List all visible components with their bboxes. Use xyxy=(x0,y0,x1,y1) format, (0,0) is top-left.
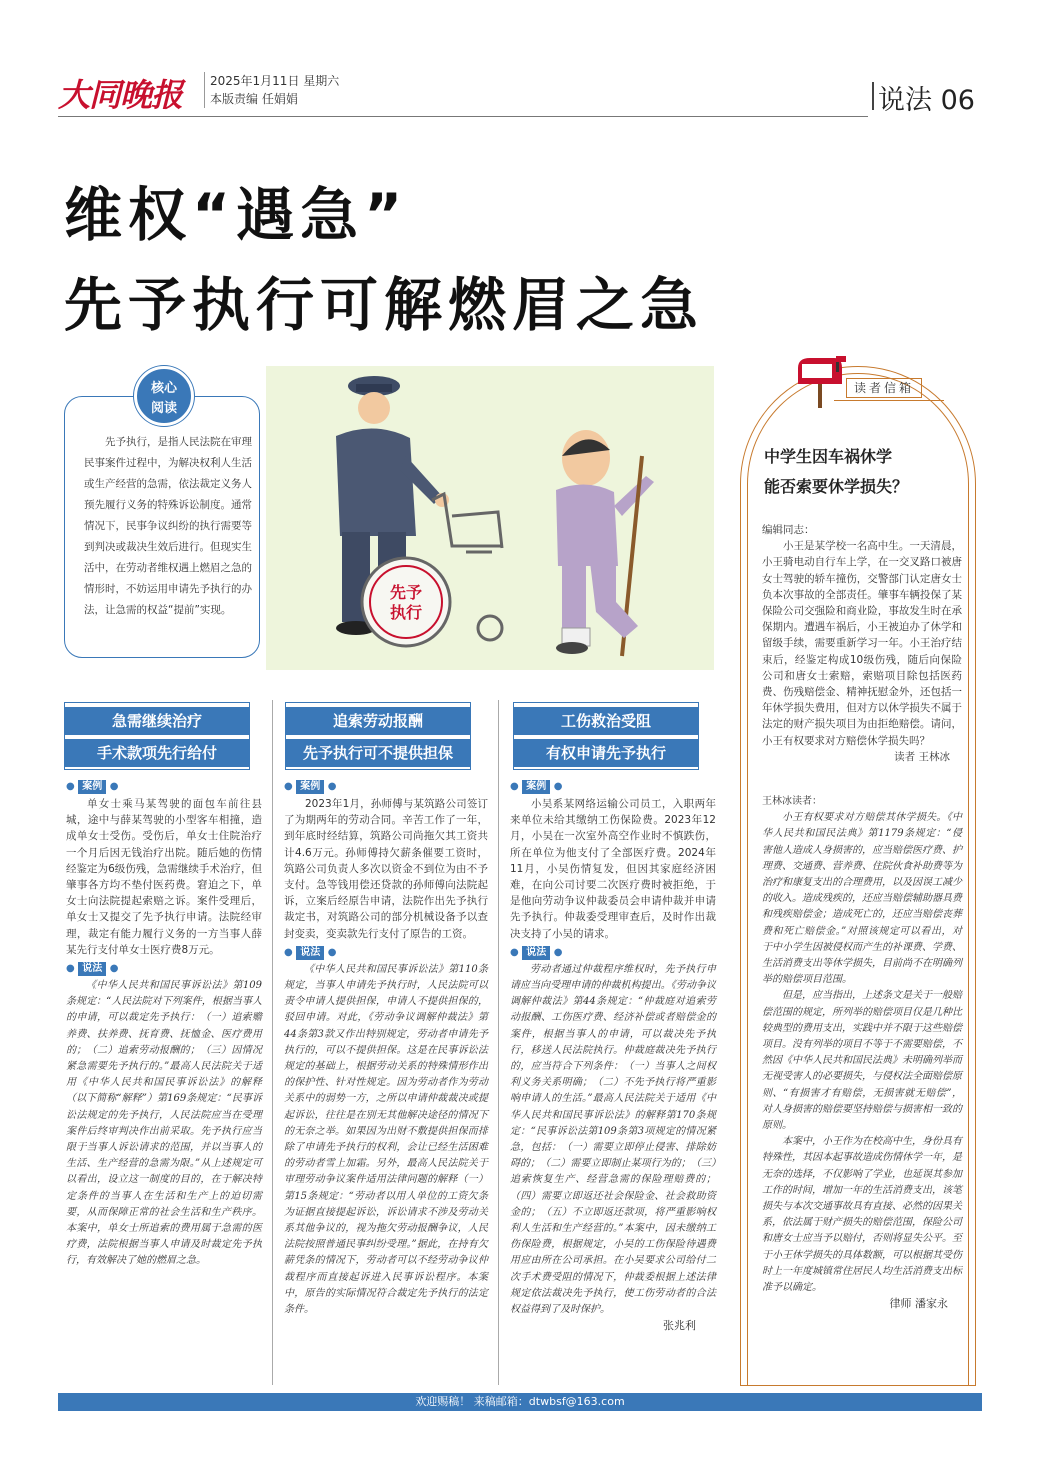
law-label: 说法 xyxy=(296,946,324,960)
header-rule xyxy=(58,116,868,117)
page-editor: 本版责编 任娟娟 xyxy=(210,92,298,106)
case-tag: ● 案例 ● xyxy=(284,781,337,792)
case-label: 案例 xyxy=(522,780,550,794)
footer-contact-bar: 欢迎赐稿！ 来稿邮箱：dtwbsf@163.com xyxy=(58,1393,982,1411)
core-reading-text: 先予执行，是指人民法院在审理民事案件过程中，为解决权利人生活或生产经营的急需，依法裁定义务人预先履行义务的特殊诉讼制度。通常情况下，民事争议纠纷的执行需要等到判决或裁决生效后进行。但现实生活中，在劳动者维权遇上燃眉之急的情形时，不妨运用申请先予执行的办法，让急需的权益“提前”实现。 xyxy=(84,436,252,616)
column2-title xyxy=(285,702,471,770)
core-badge-line1: 核心 xyxy=(150,381,177,396)
case-label: 案例 xyxy=(78,780,106,794)
case-label: 案例 xyxy=(296,780,324,794)
column2-title-line2: 先予执行可不提供担保 xyxy=(286,739,470,767)
reply-paragraph-3: 本案中，小王作为在校高中生，身份具有特殊性，其因本起事故造成伤情休学一年，是无奈的选择，不仅影响了学业，也延误其参加工作的时间，增加一年的生活消费支出，该笔损失与本次交通事故具有直接、必然的因果关系，依法属于财产损失的赔偿范围，保险公司和唐女士应当予以赔付，否则将显失公平。至于小王休学损失的具体数额，可以根据其受伤时上一年度城镇常住居民人均生活消费支出标准予以确定。 xyxy=(762,1136,962,1294)
reader-question xyxy=(762,522,962,765)
letter-question-body: 小王是某学校一名高中生。一天清晨，小王骑电动自行车上学，在一交叉路口被唐女士驾驶的轿车撞伤，交警部门认定唐女士负本次事故的全部责任。肇事车辆投保了某保险公司交强险和商业险，事故发生时在承保期内。遭遇车祸后，小王被迫办了休学和留级手续，需要重新学习一年。小王治疗结束后，经鉴定构成10级伤残，随后向保险公司和唐女士索赔，索赔项目除包括医药费、伤残赔偿金、精神抚慰金外，还包括一年休学损失费用，但对方以休学损失不属于法定的财产损失项目为由拒绝赔偿。请问，小王有权要求对方赔偿休学损失吗？ xyxy=(762,540,962,747)
headline-line2: 先予执行可解燃眉之急 xyxy=(64,271,705,339)
headline-line1: 维权“遇急” xyxy=(64,181,409,249)
header-divider xyxy=(204,72,205,108)
mailbox-icon xyxy=(790,350,850,410)
law-label: 说法 xyxy=(522,946,550,960)
wheelchair-wheel xyxy=(362,558,450,646)
law-tag: ● 说法 ● xyxy=(510,946,563,958)
column3-title-line2: 有权申请先予执行 xyxy=(514,739,698,767)
column2-title-line1: 追索劳动报酬 xyxy=(286,707,470,735)
column2 xyxy=(284,776,488,1318)
core-badge-line2: 阅读 xyxy=(150,401,177,416)
law-tag: ● 说法 ● xyxy=(66,963,119,975)
reader-mailbox-tag: 读者信箱 xyxy=(846,378,922,398)
reply-paragraph-2: 但是，应当指出，上述条文是关于一般赔偿范围的规定，所列举的赔偿项目仅是几种比较典型的费用支出，实践中并不限于这些赔偿项目。没有列举的项目不等于不需要赔偿，不然因《中华人民共和国民法典》未明确列举而无视受害人的必要损失，与侵权法全面赔偿原则、“有损害才有赔偿，无损害就无赔偿”，对人身损害的赔偿要坚持赔偿与损害相一致的原则。 xyxy=(762,990,962,1132)
column1 xyxy=(66,776,262,1270)
section-bar xyxy=(872,82,874,110)
reply-paragraph-1: 小王有权要求对方赔偿其休学损失。《中华人民共和国民法典》第1179条规定：“侵害他人造成人身损害的，应当赔偿医疗费、护理费、交通费、营养费、住院伙食补助费等为治疗和康复支出的合理费用，以及因误工减少的收入。造成残疾的，还应当赔偿辅助器具费和残疾赔偿金；造成死亡的，还应当赔偿丧葬费和死亡赔偿金。”对照该规定可以看出，对于中小学生因被侵权而产生的补课费、学费、生活消费支出等休学损失，目前尚不在明确列举的赔偿项目范围。 xyxy=(762,812,962,986)
illustration-cartoon xyxy=(266,366,714,670)
column-divider xyxy=(272,700,273,1385)
author-byline: 张兆利 xyxy=(663,1319,696,1333)
letter-salutation: 编辑同志： xyxy=(762,524,815,536)
law-text: 《中华人民共和国民事诉讼法》第110条规定，当事人申请先予执行时，人民法院可以责令申请人提供担保，申请人不提供担保的，驳回申请。对此，《劳动争议调解仲裁法》第44条第3款又作出特别规定，劳动者申请先予执行的，可以不提供担保。这是在民事诉讼法规定的基础上，根据劳动关系的特殊情形作出的保护性、针对性规定。因为劳动者作为劳动关系中的弱势一方，之所以申请仲裁裁决或提起诉讼，往往是在别无其他解决途径的情况下的无奈之举。如果因为出财不敷提供担保而排除了申请先予执行的权利，会让已经生活困难的劳动者雪上加霜。另外，最高人民法院关于审理劳动争议案件适用法律问题的解释（一）第15条规定：“劳动者以用人单位的工资欠条为证据直接提起诉讼，诉讼请求不涉及劳动关系其他争议的，视为拖欠劳动报酬争议，人民法院按照普通民事纠纷受理。”据此，在持有欠薪凭条的情况下，劳动者可以不经劳动争议仲裁程序而直接起诉进入民事诉讼程序。本案中，原告的实际情况符合裁定先予执行的法定条件。 xyxy=(284,963,488,1316)
case-tag: ● 案例 ● xyxy=(66,781,119,792)
illustration xyxy=(266,366,714,670)
case-text: 2023年1月，孙师傅与某筑路公司签订了为期两年的劳动合同。辛苦工作了一年，到年底时经结算，筑路公司尚拖欠其工资共计4.6万元。孙师傅持欠薪条催要工资时，筑路公司负责人多次以资金不到位为由不予支付。急等钱用偿还贷款的孙师傅向法院起诉，立案后经原告申请，法院作出先予执行裁定书，对筑路公司的部分机械设备予以查封变卖，变卖款先行支付了原告的工资。 xyxy=(284,798,488,940)
stamp-text-line2: 执行 xyxy=(389,603,423,622)
case-text: 小吴系某网络运输公司员工，入职两年来单位未给其缴纳工伤保险费。2023年12月，小吴在一次室外高空作业时不慎跌伤，所在单位为他支付了全部医疗费。2024年11月，小吴伤情复发，但因其家庭经济困难，在向公司讨要二次医疗费时被拒绝，于是他向劳动争议仲裁委员会申请仲裁并申请先予执行。仲裁委受理审查后，及时作出裁决支持了小吴的请求。 xyxy=(510,798,716,940)
case-text: 单女士乘马某驾驶的面包车前往县城，途中与薛某驾驶的小型客车相撞，造成单女士受伤。受伤后，单女士住院治疗一个月后因无钱治疗出院。随后她的伤情经鉴定为6级伤残，急需继续手术治疗，但肇事各方均不垫付医药费。窘迫之下，单女士向法院提起索赔之诉。案件受理后，单女士又提交了先予执行申请。法院经审理，裁定有能力履行义务的一方当事人薛某先行支付单女士医疗费8万元。 xyxy=(66,798,262,956)
lawyer-signature: 律师 潘家永 xyxy=(889,1297,948,1311)
stamp-text-line1: 先予 xyxy=(389,583,423,602)
letter-title-line2: 能否索要休学损失？ xyxy=(764,477,909,496)
reply-salutation: 王林冰读者： xyxy=(762,796,822,807)
column3-title-line1: 工伤救治受阻 xyxy=(514,707,698,735)
letter-reader-signature: 读者 王林冰 xyxy=(894,750,950,763)
law-text: 《中华人民共和国民事诉讼法》第109条规定：“人民法院对下列案件，根据当事人的申请，可以裁定先予执行：（一）追索赡养费、扶养费、抚育费、抚恤金、医疗费用的；（二）追索劳动报酬的；（三）因情况紧急需要先予执行的。”最高人民法院关于适用《中华人民共和国民事诉讼法》的解释（以下简称“解释”）第169条规定：“民事诉讼法规定的先予执行，人民法院应当在受理案件后终审判决作出前采取。先予执行应当限于当事人诉讼请求的范围，并以当事人的生活、生产经营的急需为限。”从上述规定可以看出，设立这一制度的目的，在于解决特定条件的当事人在生活和生产上的迫切需要，从而保障正常的社会生活和生产秩序。本案中，单女士所追索的费用属于急需的医疗费，法院根据当事人申请及时裁定先予执行，有效解决了她的燃眉之急。 xyxy=(66,980,262,1267)
core-reading-badge xyxy=(134,366,194,426)
letter-title-line1: 中学生因车祸休学 xyxy=(764,447,893,466)
law-text: 劳动者通过仲裁程序维权时，先予执行申请应当向受理申请的仲裁机构提出。《劳动争议调解仲裁法》第44条规定：“仲裁庭对追索劳动报酬、工伤医疗费、经济补偿或者赔偿金的案件，根据当事人的申请，可以裁决先予执行，移送人民法院执行。仲裁庭裁决先予执行的，应当符合下列条件：（一）当事人之间权利义务关系明确；（二）不先予执行将严重影响申请人的生活。”最高人民法院关于适用《中华人民共和国民事诉讼法》的解释第170条规定：“民事诉讼法第109条第3项规定的情况紧急，包括：（一）需要立即停止侵害、排除妨碍的；（二）需要立即制止某项行为的；（三）追索恢复生产、经营急需的保险理赔费的；（四）需要立即返还社会保险金、社会救助资金的；（五）不立即返还款项，将严重影响权利人生活和生产经营的。”本案中，因未缴纳工伤保险费，根据规定，小吴的工伤保险待遇费用应由所在公司承担。在小吴要求公司给付二次手术费受阻的情况下，仲裁委根据上述法律规定依法裁决先予执行，使工伤劳动者的合法权益得到了及时保护。 xyxy=(510,963,716,1316)
law-label: 说法 xyxy=(78,962,106,976)
column1-title-line1: 急需继续治疗 xyxy=(65,707,249,735)
masthead-logo: 大同晚报 xyxy=(58,76,183,114)
column1-title xyxy=(64,702,250,770)
column-divider xyxy=(498,700,499,1385)
section-label: 说法 06 xyxy=(878,85,975,116)
law-tag: ● 说法 ● xyxy=(284,946,337,958)
column3 xyxy=(510,776,716,1335)
letter-tag-rule xyxy=(834,400,944,401)
column3-title xyxy=(513,702,699,770)
column1-title-line2: 手术款项先行给付 xyxy=(65,739,249,767)
header-info xyxy=(210,72,339,108)
case-tag: ● 案例 ● xyxy=(510,781,563,792)
lawyer-reply xyxy=(762,794,962,1313)
issue-date: 2025年1月11日 星期六 xyxy=(210,74,340,88)
